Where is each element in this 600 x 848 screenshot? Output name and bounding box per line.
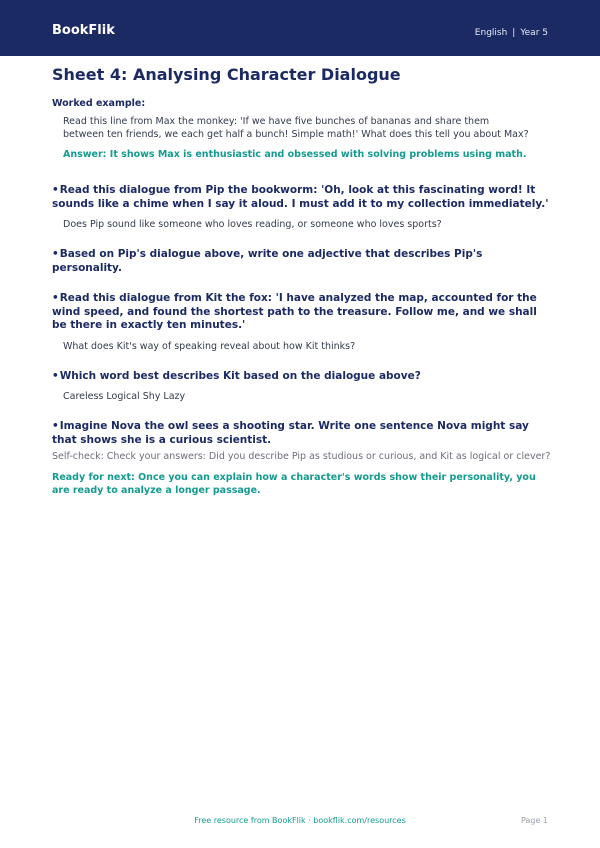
worked-example-text: Read this line from Max the monkey: 'If we have five bunches of bananas and share them between ten friends, we each get half a bunch! Simple math!' What does this tell you about Max? (63, 116, 529, 140)
worked-example-answer: Answer: It shows Max is enthusiastic and obsessed with solving problems using math. (63, 149, 527, 160)
question-text: Read this dialogue from Kit the fox: 'I have analyzed the map, accounted for the wind speed, and found the shortest path to the treasure. Follow me, and we shall be there in exactly ten minutes.' (52, 292, 537, 331)
meta-separator: | (512, 28, 516, 38)
header-meta (475, 28, 548, 38)
bullet: • (52, 420, 59, 432)
question-text: Based on Pip's dialogue above, write one adjective that describes Pip's personality. (52, 248, 483, 274)
question-2 (52, 248, 552, 275)
ready-for-next-text: Ready for next: Once you can explain how a character's words show their personality, you are ready to analyze a longer passage. (52, 472, 536, 496)
bullet: • (52, 248, 59, 260)
question-5 (52, 420, 552, 447)
worked-example (52, 98, 552, 160)
question-1-prompt: Does Pip sound like someone who loves reading, or someone who loves sports? (63, 219, 442, 230)
question-3-prompt: What does Kit's way of speaking reveal about how Kit thinks? (63, 340, 356, 352)
question-text: Which word best describes Kit based on the dialogue above? (59, 369, 421, 382)
brand-logo[interactable]: BookFlik (52, 23, 115, 38)
footer-resource-link[interactable]: Free resource from BookFlik · bookflik.com/resources (194, 816, 406, 825)
question-4 (52, 370, 552, 384)
question-3 (52, 292, 552, 333)
question-1 (52, 184, 552, 211)
question-4-options: Careless Logical Shy Lazy (63, 391, 186, 402)
worked-example-label: Worked example: (52, 98, 146, 109)
page-number: Page 1 (521, 816, 548, 825)
worksheet-content (52, 64, 552, 497)
question-text: Read this dialogue from Pip the bookworm: 'Oh, look at this fascinating word! It sounds like a chime when I say it aloud. I must add it to my collection immediately.' (52, 184, 549, 210)
year-label: Year 5 (520, 28, 548, 38)
subject-label: English (474, 28, 508, 38)
page-title: Sheet 4: Analysing Character Dialogue (52, 65, 401, 84)
page-header (0, 0, 600, 56)
bullet: • (52, 369, 59, 382)
bullet: • (52, 292, 59, 304)
self-check-text: Self-check: Check your answers: Did you describe Pip as studious or curious, and Kit as logical or clever? (52, 451, 551, 462)
bullet: • (52, 184, 59, 196)
question-text: Imagine Nova the owl sees a shooting star. Write one sentence Nova might say that shows she is a curious scientist. (52, 420, 529, 446)
